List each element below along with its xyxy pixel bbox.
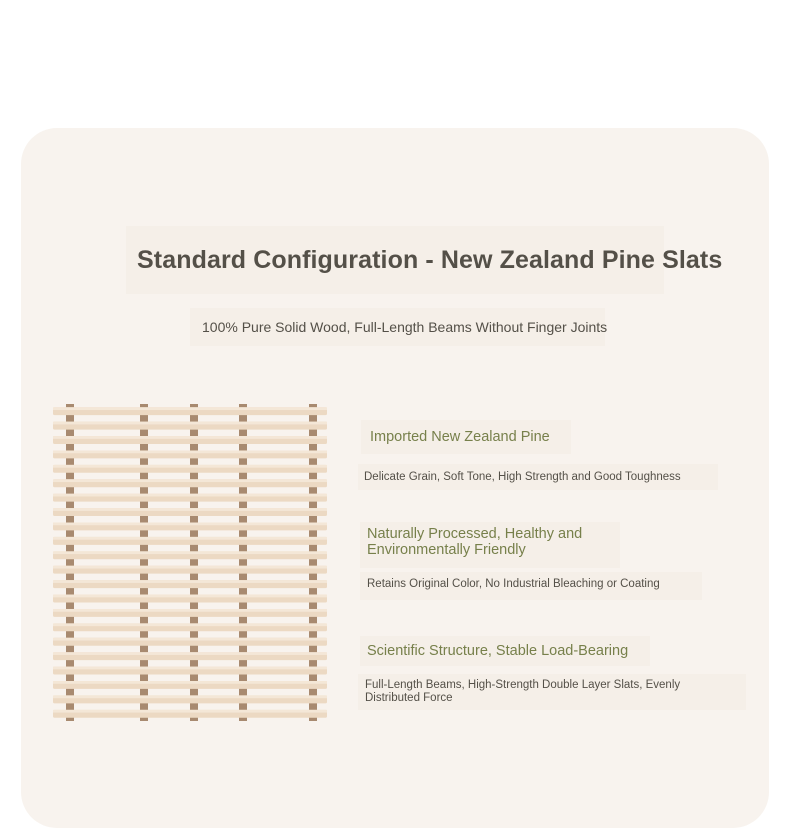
- slat-highlight: [53, 681, 327, 684]
- feature-2-description: Retains Original Color, No Industrial Bleaching or Coating: [367, 578, 660, 590]
- slat-highlight: [53, 638, 327, 641]
- feature-3-title: Scientific Structure, Stable Load-Bearing: [367, 643, 629, 659]
- slat-highlight: [53, 652, 327, 655]
- slat-highlight: [53, 407, 327, 410]
- slat-highlight: [53, 667, 327, 670]
- feature-1-title: Imported New Zealand Pine: [370, 429, 550, 445]
- feature-1-description: Delicate Grain, Soft Tone, High Strength and Good Toughness: [364, 471, 681, 483]
- slat-highlight: [53, 695, 327, 698]
- slat-highlight: [53, 623, 327, 626]
- slat-highlight: [53, 537, 327, 540]
- slat-highlight: [53, 494, 327, 497]
- slat-highlight: [53, 508, 327, 511]
- slat-highlight: [53, 595, 327, 598]
- slat-highlight: [53, 566, 327, 569]
- slat-highlight: [53, 436, 327, 439]
- slat-highlight: [53, 450, 327, 453]
- slat-highlight: [53, 580, 327, 583]
- slat-highlight: [53, 465, 327, 468]
- slat-highlight: [53, 710, 327, 713]
- slat-highlight: [53, 523, 327, 526]
- feature-3-description: Full-Length Beams, High-Strength Double Layer Slats, Evenly Distributed Force: [365, 679, 681, 704]
- page-title: Standard Configuration - New Zealand Pine Slats: [126, 226, 664, 294]
- pine-slats-image: [53, 404, 327, 721]
- slat-highlight: [53, 422, 327, 425]
- page-subtitle: 100% Pure Solid Wood, Full-Length Beams Without Finger Joints: [190, 308, 605, 346]
- slat-highlight: [53, 609, 327, 612]
- slat-frame-illustration: [53, 404, 327, 721]
- slat-highlight: [53, 479, 327, 482]
- feature-2-title: Naturally Processed, Healthy and Environmentally Friendly: [367, 526, 583, 558]
- slat-highlight: [53, 551, 327, 554]
